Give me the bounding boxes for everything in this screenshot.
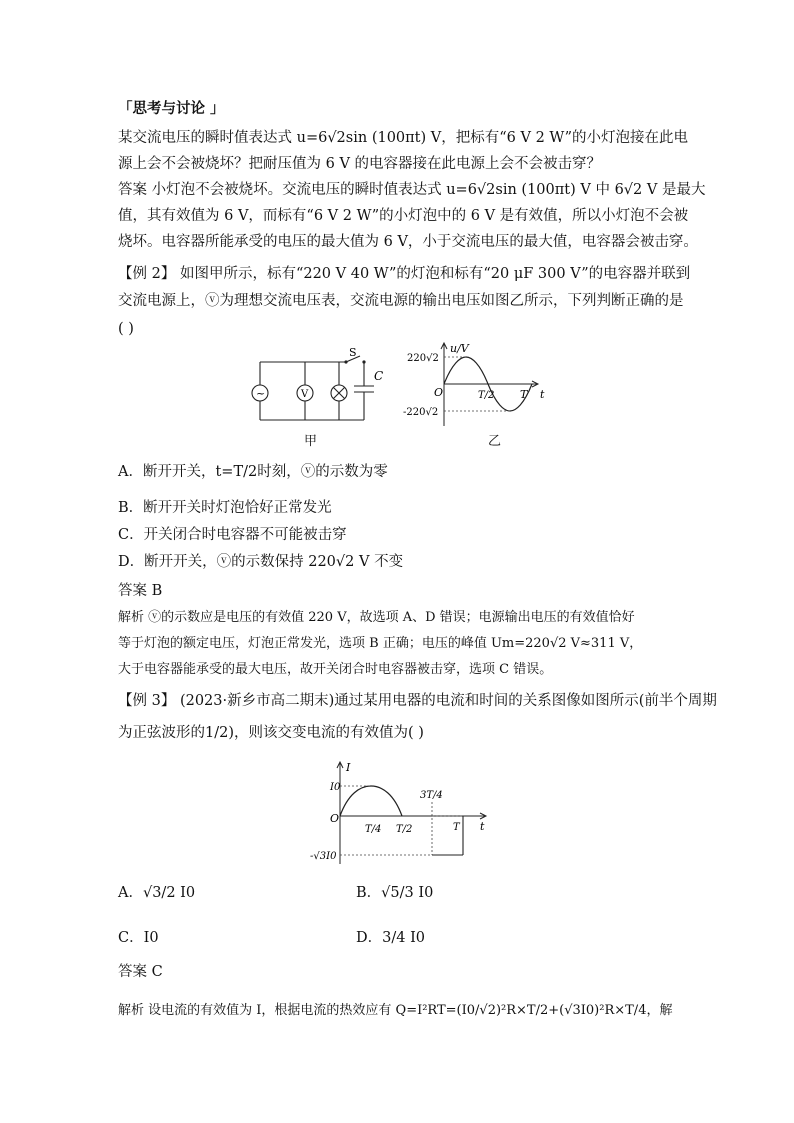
period-label-2: T <box>453 822 460 833</box>
quarter-period-label: T/4 <box>365 824 382 835</box>
example2-answer: 答案 B <box>118 583 163 599</box>
example2-analysis-line-2: 等于灯泡的额定电压，灯泡正常发光，选项 B 正确；电压的峰值 Um=220√2 V≈311 V， <box>118 636 643 651</box>
switch-label: S <box>349 348 357 359</box>
voltage-waveform-chart <box>400 340 550 428</box>
peak-negative-label: -220√2 <box>403 407 439 418</box>
example2-choice-d: D．断开开关，ⓥ的示数保持 220√2 V 不变 <box>118 554 404 570</box>
example2-line-3: ( ) <box>118 321 134 337</box>
discussion-answer-line-3: 烧坏。电容器所能承受的电压的最大值为 6 V，小于交流电压的最大值，电容器会被击穿。 <box>118 234 698 250</box>
discussion-question-line-2: 源上会不会被烧坏？把耐压值为 6 V 的电容器接在此电源上会不会被击穿？ <box>118 156 602 172</box>
discussion-answer-line-2: 值，其有效值为 6 V，而标有“6 V 2 W”的小灯泡中的 6 V 是有效值，所以小灯泡不会被 <box>118 208 689 224</box>
example3-choice-d: D．3/4 I0 <box>356 930 426 946</box>
example3-choice-a: A．√3/2 I0 <box>118 885 196 901</box>
three-quarter-period-label: 3T/4 <box>420 790 443 801</box>
fig-right-caption: 乙 <box>488 434 502 449</box>
origin-label-2: O <box>330 812 340 825</box>
negative-peak-label: -√3I0 <box>310 851 337 862</box>
example2-analysis-line-3: 大于电容器能承受的最大电压，故开关闭合时电容器被击穿，选项 C 错误。 <box>118 662 553 677</box>
fig-left-caption: 甲 <box>304 434 318 449</box>
peak-positive-label: 220√2 <box>407 353 439 364</box>
example2-choice-c: C．开关闭合时电容器不可能被击穿 <box>118 527 347 543</box>
example3-choice-b: B．√5/3 I0 <box>356 885 434 901</box>
source-symbol: ~ <box>256 387 266 400</box>
circuit-diagram <box>248 348 388 430</box>
section-title: 「思考与讨论 」 <box>118 100 225 117</box>
current-waveform-chart <box>308 758 492 866</box>
example2-line-1: 【例 2】 如图甲所示，标有“220 V 40 W”的灯泡和标有“20 μF 300 V”的电容器并联到 <box>118 266 691 282</box>
peak-label: I0 <box>330 782 341 793</box>
example3-choice-c: C．I0 <box>118 930 159 946</box>
example3-analysis-line-1: 解析 设电流的有效值为 I，根据电流的热效应有 Q=I²RT=(I0/√2)²R×T/2+(√3I0)²R×T/4，解 <box>118 1003 673 1018</box>
period-label: T <box>520 388 528 401</box>
example2-analysis-line-1: 解析 ⓥ的示数应是电压的有效值 220 V，故选项 A、D 错误；电源输出电压的有效值恰好 <box>118 610 635 625</box>
t-axis-label-2: t <box>480 820 485 833</box>
origin-label: O <box>434 386 444 399</box>
example3-answer: 答案 C <box>118 964 163 980</box>
i-axis-label: I <box>346 761 351 774</box>
example2-choice-a: A．断开开关，t=T/2时刻，ⓥ的示数为零 <box>118 464 388 480</box>
example3-line-2: 为正弦波形的1/2)，则该交变电流的有效值为( ) <box>118 725 424 741</box>
half-period-label-2: T/2 <box>396 824 413 835</box>
discussion-answer-line-1: 答案 小灯泡不会被烧坏。交流电压的瞬时值表达式 u=6√2sin (100πt) V 中 6√2 V 是最大 <box>118 182 706 198</box>
half-period-label: T/2 <box>478 390 495 401</box>
example2-choice-b: B．断开开关时灯泡恰好正常发光 <box>118 500 332 516</box>
example2-line-2: 交流电源上，ⓥ为理想交流电压表，交流电源的输出电压如图乙所示，下列判断正确的是 <box>118 293 684 309</box>
example3-line-1: 【例 3】 (2023·新乡市高二期末)通过某用电器的电流和时间的关系图像如图所示(前半个周期 <box>118 693 717 709</box>
voltmeter-label: V <box>301 389 309 400</box>
capacitor-label: C <box>374 369 384 383</box>
u-axis-label: u/V <box>450 342 469 355</box>
t-axis-label: t <box>540 388 545 401</box>
discussion-question-line-1: 某交流电压的瞬时值表达式 u=6√2sin (100πt) V，把标有“6 V 2 W”的小灯泡接在此电 <box>118 130 688 146</box>
